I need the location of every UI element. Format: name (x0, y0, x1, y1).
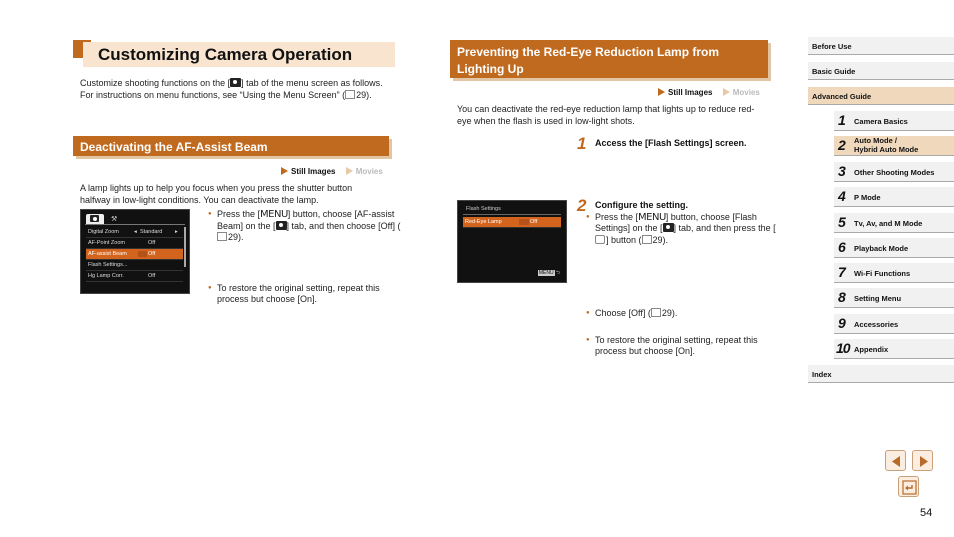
screen-row (86, 271, 183, 282)
red-eye-body: You can deactivate the red-eye reduction lamp that lights up to reduce red-eye when the flash is used in low-light shots. (457, 104, 755, 126)
bullet-text: Choose [Off] ( (595, 308, 651, 318)
chapter-label: Hybrid Auto Mode (854, 144, 919, 154)
chapter-number: 4 (838, 188, 846, 204)
bullet-text: 29). (228, 232, 244, 242)
screen-row (86, 238, 183, 249)
menu-button-icon: MENU (638, 211, 666, 223)
row-label: AF-Point Zoom (88, 240, 125, 246)
tag-movies: Movies (355, 167, 383, 176)
mode-tags (281, 167, 383, 176)
still-images-arrow-icon (281, 167, 288, 175)
section-title: Preventing the Red-Eye Reduction Lamp from Lighting Up (457, 45, 720, 76)
tab-divider (85, 224, 185, 225)
screen-row-selected (463, 217, 561, 228)
settings-tab-icon: ⚒ (111, 216, 118, 223)
chapter-label: Tv, Av, and M Mode (854, 219, 923, 228)
camera-tab-icon (663, 223, 674, 232)
nav-chapter-10[interactable] (834, 339, 954, 359)
still-images-arrow-icon (658, 88, 665, 96)
bullet-text: Press the [ (595, 211, 639, 222)
screen-row: Digital Zoom ◂ Standard ▸ (86, 227, 183, 238)
return-icon: ⮌ (555, 270, 560, 276)
func-set-button-icon (595, 235, 605, 244)
chapter-label: Appendix (854, 345, 889, 354)
chapter-number: 3 (838, 163, 846, 179)
screen-row-selected (86, 249, 183, 260)
book-ref-icon (651, 308, 661, 317)
bullet-text: Press the [ (217, 209, 261, 219)
chapter-label: Playback Mode (854, 244, 909, 253)
step-2 (577, 196, 688, 216)
arrow-right-icon (913, 451, 934, 472)
camera-screen-af-menu (80, 209, 190, 294)
prev-page-button[interactable] (885, 450, 906, 471)
screen-divider (463, 214, 561, 215)
nav-chapter-1[interactable] (834, 111, 954, 131)
camera-tab-icon (276, 221, 287, 230)
row-value: Off (148, 251, 156, 257)
camera-screen-flash-settings (457, 200, 567, 283)
bullet-text: ] tab, and then press the [ (673, 223, 776, 233)
bullet-text: ] tab, and then choose [Off] ( (286, 220, 401, 231)
mode-tags (658, 88, 760, 97)
row-value: Off (148, 240, 156, 246)
screen-header: Flash Settings (466, 206, 501, 212)
step1-bullet (586, 212, 785, 247)
return-button[interactable] (898, 476, 919, 497)
tag-movies: Movies (732, 88, 760, 97)
section-header-af-assist (73, 136, 389, 156)
intro-text: Customize shooting functions on the [ (80, 78, 231, 88)
chapter-number: 9 (838, 315, 846, 331)
chapter-number: 7 (838, 264, 846, 280)
menu-key-label: MENU (538, 270, 554, 276)
nav-basic-guide[interactable]: Basic Guide (808, 62, 954, 80)
row-label: Flash Settings... (88, 262, 128, 268)
tag-still-images: Still Images (291, 167, 336, 176)
nav-chapter-7[interactable] (834, 263, 954, 283)
book-ref-icon (642, 235, 652, 244)
nav-before-use[interactable]: Before Use (808, 37, 954, 55)
movies-arrow-icon (346, 167, 353, 175)
nav-chapter-4[interactable] (834, 187, 954, 207)
chapter-number: 10 (836, 340, 850, 356)
intro-text: For instructions on menu functions, see “Using the Menu Screen” ( (80, 89, 346, 100)
nav-chapter-9[interactable] (834, 314, 954, 334)
intro-text: ] tab of the menu screen as follows. (241, 78, 383, 88)
return-arrow-icon (899, 477, 920, 498)
step-title: Configure the setting. (595, 200, 688, 210)
step-number: 1 (577, 134, 587, 153)
step-1 (577, 134, 747, 154)
section-title: Deactivating the AF-Assist Beam (80, 140, 268, 154)
bullet-text: 29). (661, 308, 678, 318)
page-number: 54 (920, 507, 933, 519)
row-value: Off (148, 273, 156, 279)
camera-icon (90, 215, 99, 222)
nav-chapter-6[interactable] (834, 238, 954, 258)
bullet-text: ] button, choose [Flash Settings] on the [ (595, 211, 757, 233)
movies-arrow-icon (723, 88, 730, 96)
nav-chapter-8[interactable] (834, 288, 954, 308)
chapter-number: 1 (838, 112, 846, 128)
next-page-button[interactable] (912, 450, 933, 471)
bullet-text: 29). (652, 234, 669, 245)
section-header-red-eye (450, 40, 768, 78)
row-label: Hg Lamp Corr. (88, 273, 124, 279)
chapter-label: Accessories (854, 320, 899, 329)
chapter-label: Setting Menu (854, 294, 902, 303)
book-ref-icon (345, 90, 355, 99)
step2-bullet-1 (586, 308, 785, 320)
nav-chapter-2[interactable] (834, 136, 954, 156)
screen-row (86, 260, 183, 271)
book-ref-icon (217, 232, 227, 241)
nav-index[interactable]: Index (808, 365, 954, 383)
camera-tab-icon (230, 78, 241, 87)
tag-still-images: Still Images (668, 88, 713, 97)
row-label: AF-assist Beam (88, 251, 127, 257)
shooting-tab (86, 214, 104, 224)
chapter-label: P Mode (854, 193, 881, 202)
screen-footer (538, 270, 560, 278)
nav-chapter-3[interactable] (834, 162, 954, 182)
intro-paragraph (80, 78, 390, 101)
chapter-number: 5 (838, 214, 846, 230)
bullet-text: ] button ( (606, 234, 642, 245)
af-assist-body: A lamp lights up to help you focus when you press the shutter button halfway in low-light conditions. You can deactivate the lamp. (80, 183, 353, 205)
screen-scrollbar (184, 227, 186, 267)
chapter-number: 8 (838, 289, 846, 305)
nav-advanced-guide[interactable]: Advanced Guide (808, 87, 954, 105)
row-label: Digital Zoom (88, 229, 119, 235)
nav-chapter-5[interactable] (834, 213, 954, 233)
menu-button-icon: MENU (260, 209, 288, 220)
page-title-block (73, 40, 395, 68)
chapter-number: 2 (838, 137, 846, 153)
intro-text: 29). (356, 89, 372, 100)
chapter-label: Other Shooting Modes (854, 168, 935, 177)
bullet-text: ] button, choose [AF-assist Beam] on the [ (217, 209, 395, 231)
chapter-label: Wi-Fi Functions (854, 269, 911, 278)
chapter-label: Auto Mode / (854, 136, 897, 145)
chapter-number: 6 (838, 239, 846, 255)
chapter-label: Camera Basics (854, 117, 908, 126)
arrow-left-icon (886, 451, 907, 472)
row-label: Red-Eye Lamp (465, 219, 502, 225)
row-value: Standard (140, 229, 163, 235)
af-bullet-2: ● To restore the original setting, repeat this process but choose [On]. (208, 283, 402, 306)
step-title: Access the [Flash Settings] screen. (595, 138, 747, 148)
af-bullet-1 (208, 209, 402, 244)
row-value: Off (530, 219, 538, 225)
page-title: Customizing Camera Operation (98, 45, 353, 64)
step-number: 2 (577, 196, 587, 215)
step2-bullet-2: ● To restore the original setting, repeat this process but choose [On]. (586, 335, 785, 358)
